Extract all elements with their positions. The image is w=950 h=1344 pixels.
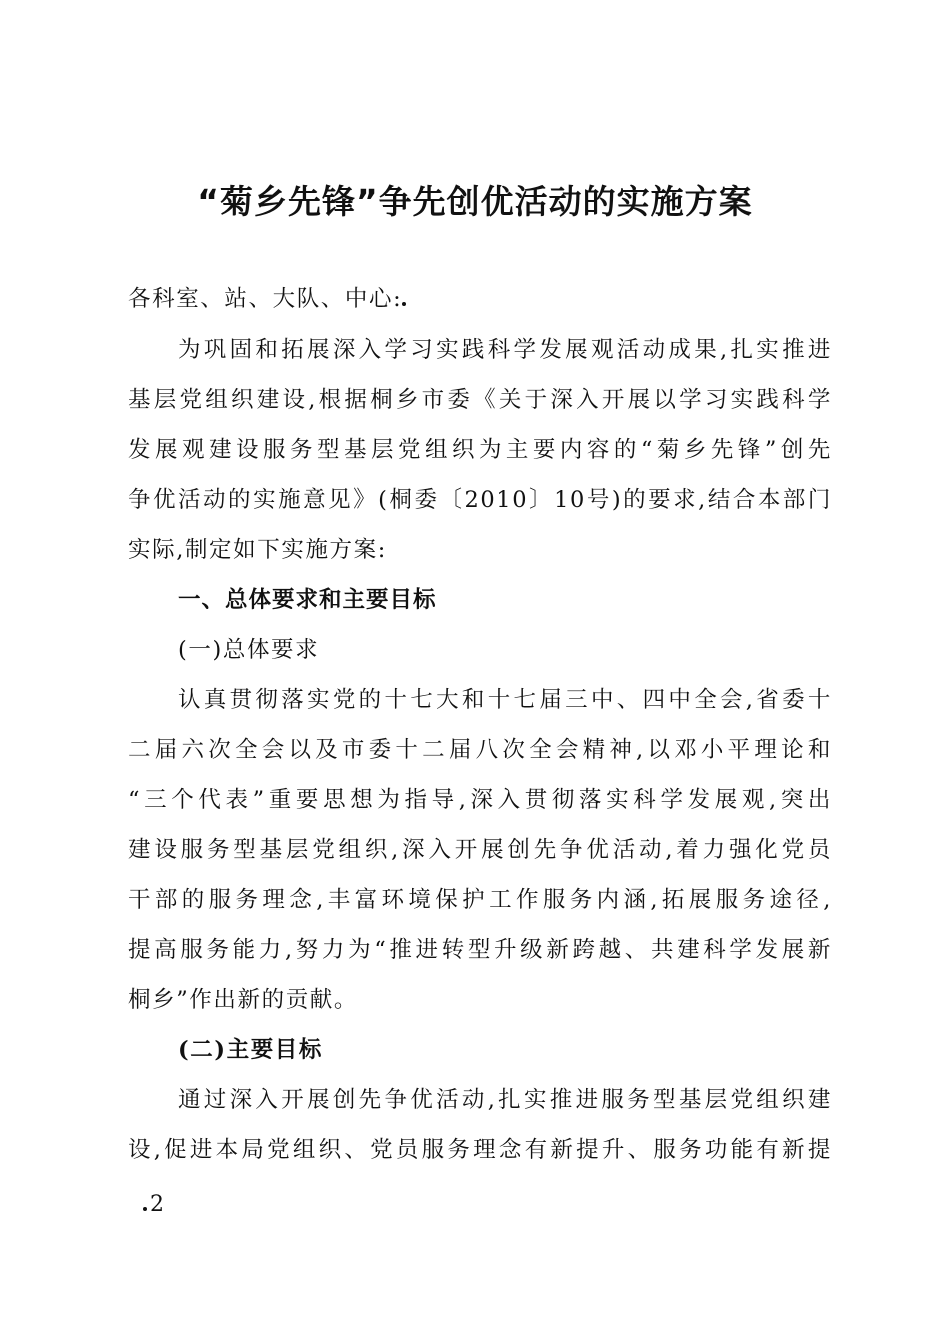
paragraph-line: 设,促进本局党组织、党员服务理念有新提升、服务功能有新提 — [128, 1137, 832, 1163]
subsection-heading: (一)总体要求 — [178, 637, 320, 663]
subsection-heading: (二)主要目标 — [178, 1037, 323, 1063]
page-number: 2 — [143, 1192, 164, 1217]
paragraph-line: 基层党组织建设,根据桐乡市委《关于深入开展以学习实践科学 — [128, 387, 832, 413]
salutation: 各科室、站、大队、中心: — [128, 284, 832, 314]
paragraph-line: 认真贯彻落实党的十七大和十七届三中、四中全会,省委十 — [178, 687, 832, 713]
paragraph-line: 通过深入开展创先争优活动,扎实推进服务型基层党组织建 — [178, 1087, 832, 1113]
paragraph-line: 为巩固和拓展深入学习实践科学发展观活动成果,扎实推进 — [178, 337, 832, 363]
paragraph-line: 二届六次全会以及市委十二届八次全会精神,以邓小平理论和 — [128, 737, 832, 763]
paragraph-line: 干部的服务理念,丰富环境保护工作服务内涵,拓展服务途径, — [128, 887, 832, 913]
scan-speck — [402, 302, 406, 306]
paragraph-line: 发展观建设服务型基层党组织为主要内容的“菊乡先锋”创先 — [128, 437, 832, 463]
document-title: “菊乡先锋”争先创优活动的实施方案 — [197, 182, 753, 221]
paragraph-line: “三个代表”重要思想为指导,深入贯彻落实科学发展观,突出 — [128, 787, 832, 813]
paragraph-line: 实际,制定如下实施方案: — [128, 537, 387, 563]
paragraph-line: 建设服务型基层党组织,深入开展创先争优活动,着力强化党员 — [128, 837, 832, 863]
scan-speck — [143, 1207, 147, 1211]
paragraph-line: 提高服务能力,努力为“推进转型升级新跨越、共建科学发展新 — [128, 937, 832, 963]
section-heading: 一、总体要求和主要目标 — [178, 587, 437, 613]
paragraph-line: 争优活动的实施意见》(桐委〔2010〕10号)的要求,结合本部门 — [128, 487, 832, 513]
paragraph-line: 桐乡”作出新的贡献。 — [128, 987, 359, 1013]
